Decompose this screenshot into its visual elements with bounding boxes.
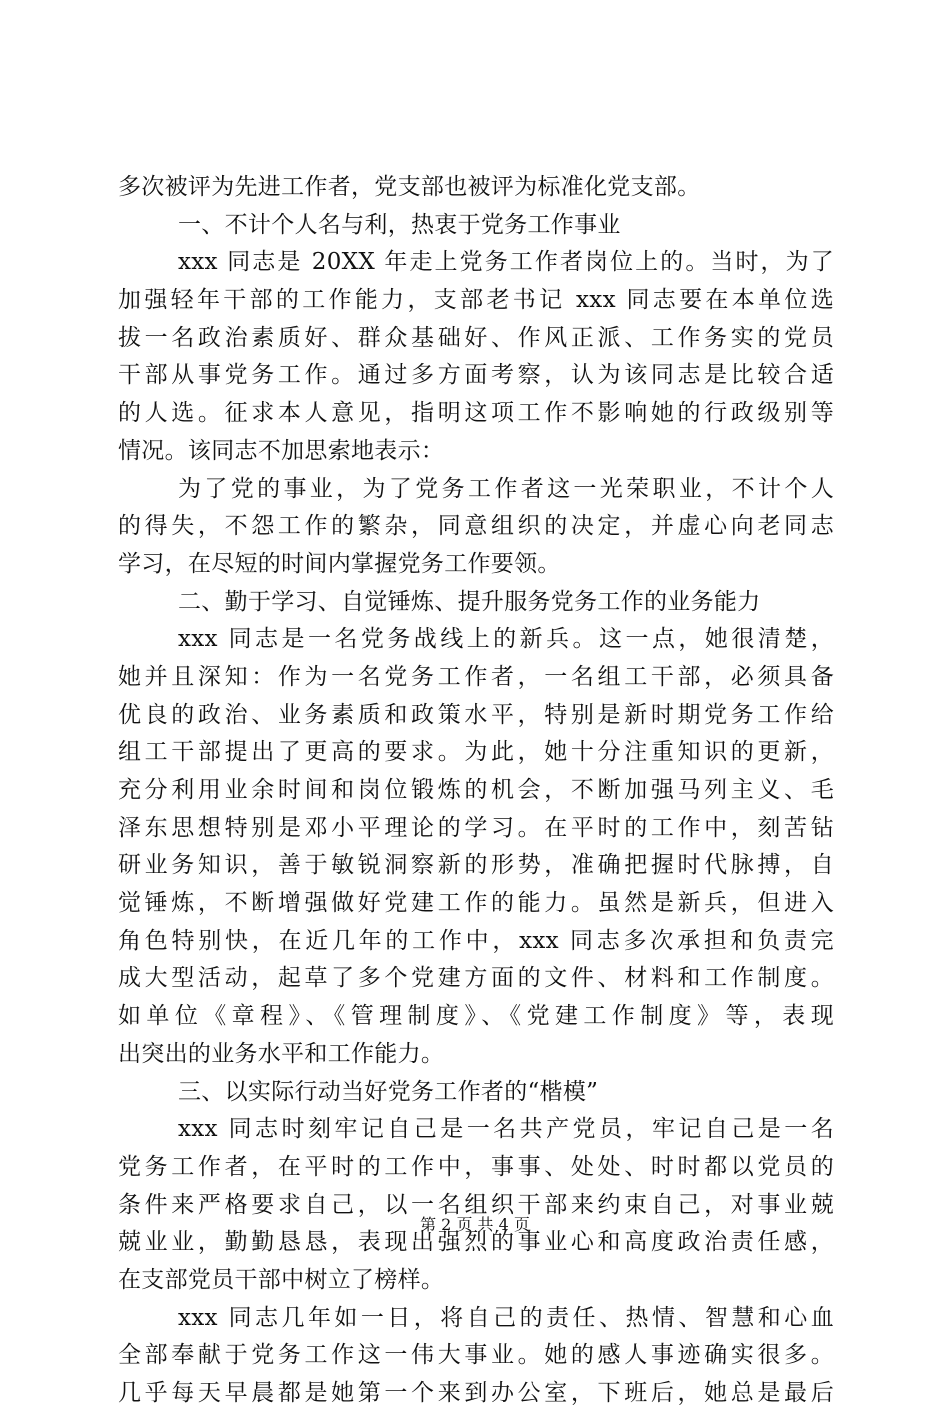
text-line: 兢业业，勤勤恳恳，表现出强烈的事业心和高度政治责任感， <box>118 1229 834 1256</box>
text-line: 拔一名政治素质好、群众基础好、作风正派、工作务实的党员 <box>118 324 834 351</box>
text-line: 角色特别快，在近几年的工作中，xxx 同志多次承担和负责完 <box>118 927 834 954</box>
text-line: 充分利用业余时间和岗位锻炼的机会，不断加强马列主义、毛 <box>118 777 834 803</box>
text-line: 三、以实际行动当好党务工作者的“楷模” <box>178 1078 599 1105</box>
text-line: 情况。该同志不加思索地表示： <box>118 437 445 464</box>
text-line: 觉锤炼，不断增强做好党建工作的能力。虽然是新兵，但进入 <box>118 890 834 917</box>
text-line: xxx 同志是一名党务战线上的新兵。这一点，她很清楚， <box>178 626 834 653</box>
text-line: 的人选。征求本人意见，指明这项工作不影响她的行政级别等 <box>118 400 834 427</box>
text-line: 全部奉献于党务工作这一伟大事业。她的感人事迹确实很多。 <box>118 1342 834 1369</box>
text-line: 泽东思想特别是邓小平理论的学习。在平时的工作中，刻苦钻 <box>118 814 834 841</box>
text-line: 几乎每天早晨都是她第一个来到办公室，下班后，她总是最后 <box>118 1380 834 1406</box>
text-line: 出突出的业务水平和工作能力。 <box>118 1040 445 1067</box>
page-number-footer: 第 2 页 共 4 页 <box>420 1215 530 1234</box>
text-line: xxx 同志时刻牢记自己是一名共产党员，牢记自己是一名 <box>178 1116 834 1143</box>
text-line: 如单位《章程》、《管理制度》、《党建工作制度》等，表现 <box>118 1003 834 1030</box>
text-line: 干部从事党务工作。通过多方面考察，认为该同志是比较合适 <box>118 362 834 389</box>
text-line: 优良的政治、业务素质和政策水平，特别是新时期党务工作给 <box>118 701 834 728</box>
text-line: 在支部党员干部中树立了榜样。 <box>118 1266 445 1293</box>
text-line: 的得失，不怨工作的繁杂，同意组织的决定，并虚心向老同志 <box>118 513 834 540</box>
text-line: 条件来严格要求自己，以一名组织干部来约束自己，对事业兢 <box>118 1191 834 1218</box>
text-line: 多次被评为先进工作者，党支部也被评为标准化党支部。 <box>118 174 701 200</box>
text-line: 成大型活动，起草了多个党建方面的文件、材料和工作制度。 <box>118 965 834 992</box>
text-line: 研业务知识，善于敏锐洞察新的形势，准确把握时代脉搏，自 <box>118 852 834 879</box>
text-line: 一、不计个人名与利，热衷于党务工作事业 <box>178 211 621 238</box>
text-line: 加强轻年干部的工作能力，支部老书记 xxx 同志要在本单位选 <box>118 287 834 314</box>
text-line: 党务工作者，在平时的工作中，事事、处处、时时都以党员的 <box>118 1153 834 1180</box>
text-line: 二、勤于学习、自觉锤炼、提升服务党务工作的业务能力 <box>178 588 761 615</box>
text-line: 为了党的事业，为了党务工作者这一光荣职业，不计个人 <box>178 475 834 502</box>
text-line: 组工干部提出了更高的要求。为此，她十分注重知识的更新， <box>118 739 834 766</box>
text-line: 学习，在尽短的时间内掌握党务工作要领。 <box>118 550 561 577</box>
text-line: xxx 同志是 20XX 年走上党务工作者岗位上的。当时，为了 <box>178 249 834 276</box>
text-line: 她并且深知：作为一名党务工作者，一名组工干部，必须具备 <box>118 663 834 690</box>
text-line: xxx 同志几年如一日，将自己的责任、热情、智慧和心血 <box>178 1304 834 1331</box>
